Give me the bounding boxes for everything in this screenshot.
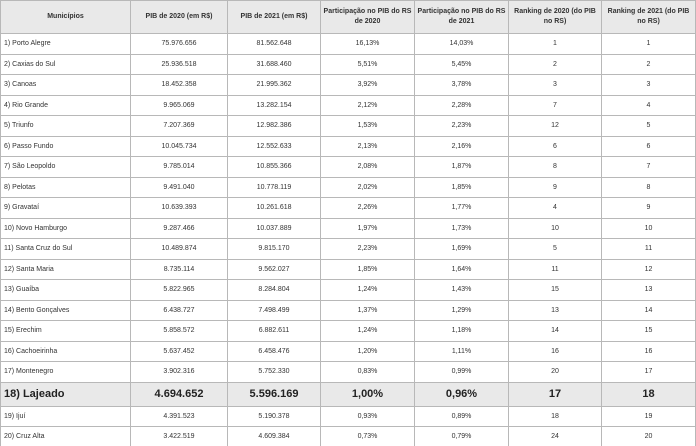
share-2021-cell: 1,18% <box>415 321 509 342</box>
table-row <box>1 362 696 383</box>
gdp-2020-cell: 6.438.727 <box>131 300 228 321</box>
rank-2021-cell: 6 <box>602 136 696 157</box>
share-2020-cell: 2,12% <box>321 95 415 116</box>
rank-2021-cell: 1 <box>602 34 696 55</box>
gdp-2020-cell: 9.965.069 <box>131 95 228 116</box>
share-2021-cell: 1,69% <box>415 239 509 260</box>
share-2021-cell: 1,64% <box>415 259 509 280</box>
municipality-cell: 6) Passo Fundo <box>1 136 131 157</box>
gdp-2020-cell: 3.422.519 <box>131 427 228 446</box>
rank-2021-cell: 8 <box>602 177 696 198</box>
share-2020-cell: 2,02% <box>321 177 415 198</box>
share-2021-cell: 2,23% <box>415 116 509 137</box>
table-row <box>1 406 696 427</box>
share-2021-cell: 0,79% <box>415 427 509 446</box>
share-2020-cell: 1,00% <box>321 382 415 406</box>
gdp-2020-cell: 5.822.965 <box>131 280 228 301</box>
municipality-cell: 13) Guaíba <box>1 280 131 301</box>
table-row <box>1 116 696 137</box>
table-row <box>1 75 696 96</box>
rank-2021-cell: 5 <box>602 116 696 137</box>
municipality-cell: 14) Bento Gonçalves <box>1 300 131 321</box>
gdp-2021-cell: 10.778.119 <box>228 177 321 198</box>
share-2021-cell: 2,28% <box>415 95 509 116</box>
rank-2020-cell: 24 <box>509 427 602 446</box>
table-row <box>1 300 696 321</box>
rank-2020-cell: 7 <box>509 95 602 116</box>
share-2021-cell: 14,03% <box>415 34 509 55</box>
share-2020-cell: 3,92% <box>321 75 415 96</box>
gdp-2021-cell: 81.562.648 <box>228 34 321 55</box>
share-2020-cell: 1,20% <box>321 341 415 362</box>
table-row <box>1 239 696 260</box>
rank-2021-cell: 15 <box>602 321 696 342</box>
gdp-2021-cell: 12.552.633 <box>228 136 321 157</box>
rank-2020-cell: 10 <box>509 218 602 239</box>
gdp-2020-cell: 10.045.734 <box>131 136 228 157</box>
rank-2020-cell: 16 <box>509 341 602 362</box>
table-row <box>1 95 696 116</box>
rank-2020-cell: 9 <box>509 177 602 198</box>
gdp-2021-cell: 5.752.330 <box>228 362 321 383</box>
table-row <box>1 54 696 75</box>
municipality-cell: 1) Porto Alegre <box>1 34 131 55</box>
rank-2020-cell: 4 <box>509 198 602 219</box>
share-2020-cell: 1,53% <box>321 116 415 137</box>
gdp-2020-cell: 18.452.358 <box>131 75 228 96</box>
rank-2021-cell: 13 <box>602 280 696 301</box>
share-2020-cell: 2,13% <box>321 136 415 157</box>
rank-2021-cell: 4 <box>602 95 696 116</box>
column-header[interactable]: Ranking de 2021 (do PIB no RS) <box>602 1 696 34</box>
gdp-2021-cell: 6.458.476 <box>228 341 321 362</box>
municipality-cell: 9) Gravataí <box>1 198 131 219</box>
municipality-cell: 5) Triunfo <box>1 116 131 137</box>
gdp-2020-cell: 9.287.466 <box>131 218 228 239</box>
rank-2020-cell: 11 <box>509 259 602 280</box>
rank-2021-cell: 10 <box>602 218 696 239</box>
share-2021-cell: 0,89% <box>415 406 509 427</box>
rank-2021-cell: 12 <box>602 259 696 280</box>
share-2021-cell: 1,43% <box>415 280 509 301</box>
gdp-2021-cell: 5.596.169 <box>228 382 321 406</box>
gdp-2021-cell: 7.498.499 <box>228 300 321 321</box>
gdp-2020-cell: 9.491.040 <box>131 177 228 198</box>
gdp-2020-cell: 7.207.369 <box>131 116 228 137</box>
gdp-2020-cell: 4.391.523 <box>131 406 228 427</box>
share-2020-cell: 16,13% <box>321 34 415 55</box>
gdp-2021-cell: 4.609.384 <box>228 427 321 446</box>
rank-2020-cell: 1 <box>509 34 602 55</box>
share-2021-cell: 0,96% <box>415 382 509 406</box>
rank-2020-cell: 5 <box>509 239 602 260</box>
rank-2020-cell: 3 <box>509 75 602 96</box>
table-row <box>1 198 696 219</box>
table-row <box>1 341 696 362</box>
municipality-cell: 20) Cruz Alta <box>1 427 131 446</box>
share-2021-cell: 0,99% <box>415 362 509 383</box>
rank-2020-cell: 18 <box>509 406 602 427</box>
share-2020-cell: 0,93% <box>321 406 415 427</box>
gdp-2021-cell: 21.995.362 <box>228 75 321 96</box>
share-2020-cell: 2,23% <box>321 239 415 260</box>
rank-2021-cell: 2 <box>602 54 696 75</box>
table-row <box>1 177 696 198</box>
gdp-2020-cell: 4.694.652 <box>131 382 228 406</box>
rank-2021-cell: 18 <box>602 382 696 406</box>
gdp-2020-cell: 10.639.393 <box>131 198 228 219</box>
gdp-2020-cell: 75.976.656 <box>131 34 228 55</box>
share-2020-cell: 2,26% <box>321 198 415 219</box>
gdp-2020-cell: 5.858.572 <box>131 321 228 342</box>
share-2021-cell: 1,73% <box>415 218 509 239</box>
gdp-2021-cell: 6.882.611 <box>228 321 321 342</box>
rank-2021-cell: 7 <box>602 157 696 178</box>
table-row <box>1 427 696 446</box>
gdp-2020-cell: 3.902.316 <box>131 362 228 383</box>
municipality-cell: 3) Canoas <box>1 75 131 96</box>
gdp-2021-cell: 12.982.386 <box>228 116 321 137</box>
share-2021-cell: 3,78% <box>415 75 509 96</box>
column-header[interactable]: Participação no PIB do RS de 2020 <box>321 1 415 34</box>
municipality-cell: 17) Montenegro <box>1 362 131 383</box>
gdp-2021-cell: 10.855.366 <box>228 157 321 178</box>
rank-2020-cell: 8 <box>509 157 602 178</box>
gdp-2021-cell: 8.284.804 <box>228 280 321 301</box>
gdp-2021-cell: 9.815.170 <box>228 239 321 260</box>
gdp-2020-cell: 9.785.014 <box>131 157 228 178</box>
share-2021-cell: 2,16% <box>415 136 509 157</box>
gdp-2021-cell: 31.688.460 <box>228 54 321 75</box>
gdp-2021-cell: 10.261.618 <box>228 198 321 219</box>
municipality-cell: 10) Novo Hamburgo <box>1 218 131 239</box>
column-header[interactable]: Ranking de 2020 (do PIB no RS) <box>509 1 602 34</box>
municipality-cell: 16) Cachoeirinha <box>1 341 131 362</box>
municipality-cell: 12) Santa Maria <box>1 259 131 280</box>
rank-2021-cell: 17 <box>602 362 696 383</box>
gdp-2020-cell: 25.936.518 <box>131 54 228 75</box>
gdp-2020-cell: 5.637.452 <box>131 341 228 362</box>
share-2021-cell: 1,29% <box>415 300 509 321</box>
municipality-cell: 4) Rio Grande <box>1 95 131 116</box>
share-2020-cell: 2,08% <box>321 157 415 178</box>
table-row <box>1 34 696 55</box>
share-2020-cell: 0,73% <box>321 427 415 446</box>
share-2020-cell: 5,51% <box>321 54 415 75</box>
table-row-highlighted <box>1 382 696 406</box>
rank-2021-cell: 3 <box>602 75 696 96</box>
table-body <box>1 34 696 446</box>
rank-2021-cell: 19 <box>602 406 696 427</box>
rank-2021-cell: 16 <box>602 341 696 362</box>
share-2021-cell: 5,45% <box>415 54 509 75</box>
municipality-cell: 15) Erechim <box>1 321 131 342</box>
table-row <box>1 280 696 301</box>
share-2020-cell: 1,24% <box>321 321 415 342</box>
share-2020-cell: 1,24% <box>321 280 415 301</box>
table-row <box>1 218 696 239</box>
municipality-cell: 19) Ijuí <box>1 406 131 427</box>
municipality-cell: 11) Santa Cruz do Sul <box>1 239 131 260</box>
gdp-2021-cell: 10.037.889 <box>228 218 321 239</box>
table-row <box>1 259 696 280</box>
share-2021-cell: 1,85% <box>415 177 509 198</box>
gdp-2020-cell: 10.489.874 <box>131 239 228 260</box>
rank-2021-cell: 11 <box>602 239 696 260</box>
rank-2020-cell: 20 <box>509 362 602 383</box>
rank-2021-cell: 20 <box>602 427 696 446</box>
table-row <box>1 157 696 178</box>
gdp-2021-cell: 9.562.027 <box>228 259 321 280</box>
table-row <box>1 136 696 157</box>
rank-2020-cell: 14 <box>509 321 602 342</box>
municipality-cell: 18) Lajeado <box>1 382 131 406</box>
column-header[interactable]: Participação no PIB do RS de 2021 <box>415 1 509 34</box>
share-2021-cell: 1,87% <box>415 157 509 178</box>
rank-2020-cell: 13 <box>509 300 602 321</box>
rank-2020-cell: 2 <box>509 54 602 75</box>
municipality-cell: 2) Caxias do Sul <box>1 54 131 75</box>
column-header[interactable]: Municípios <box>1 1 131 34</box>
gdp-2021-cell: 5.190.378 <box>228 406 321 427</box>
share-2021-cell: 1,11% <box>415 341 509 362</box>
column-header[interactable]: PIB de 2021 (em R$) <box>228 1 321 34</box>
share-2021-cell: 1,77% <box>415 198 509 219</box>
share-2020-cell: 0,83% <box>321 362 415 383</box>
share-2020-cell: 1,97% <box>321 218 415 239</box>
table-row <box>1 321 696 342</box>
municipality-cell: 8) Pelotas <box>1 177 131 198</box>
rank-2020-cell: 6 <box>509 136 602 157</box>
rank-2020-cell: 12 <box>509 116 602 137</box>
share-2020-cell: 1,85% <box>321 259 415 280</box>
gdp-2020-cell: 8.735.114 <box>131 259 228 280</box>
table-header <box>1 1 696 34</box>
header-row <box>1 1 696 34</box>
share-2020-cell: 1,37% <box>321 300 415 321</box>
rank-2020-cell: 15 <box>509 280 602 301</box>
column-header[interactable]: PIB de 2020 (em R$) <box>131 1 228 34</box>
gdp-2021-cell: 13.282.154 <box>228 95 321 116</box>
rank-2020-cell: 17 <box>509 382 602 406</box>
municipality-cell: 7) São Leopoldo <box>1 157 131 178</box>
rank-2021-cell: 14 <box>602 300 696 321</box>
rank-2021-cell: 9 <box>602 198 696 219</box>
